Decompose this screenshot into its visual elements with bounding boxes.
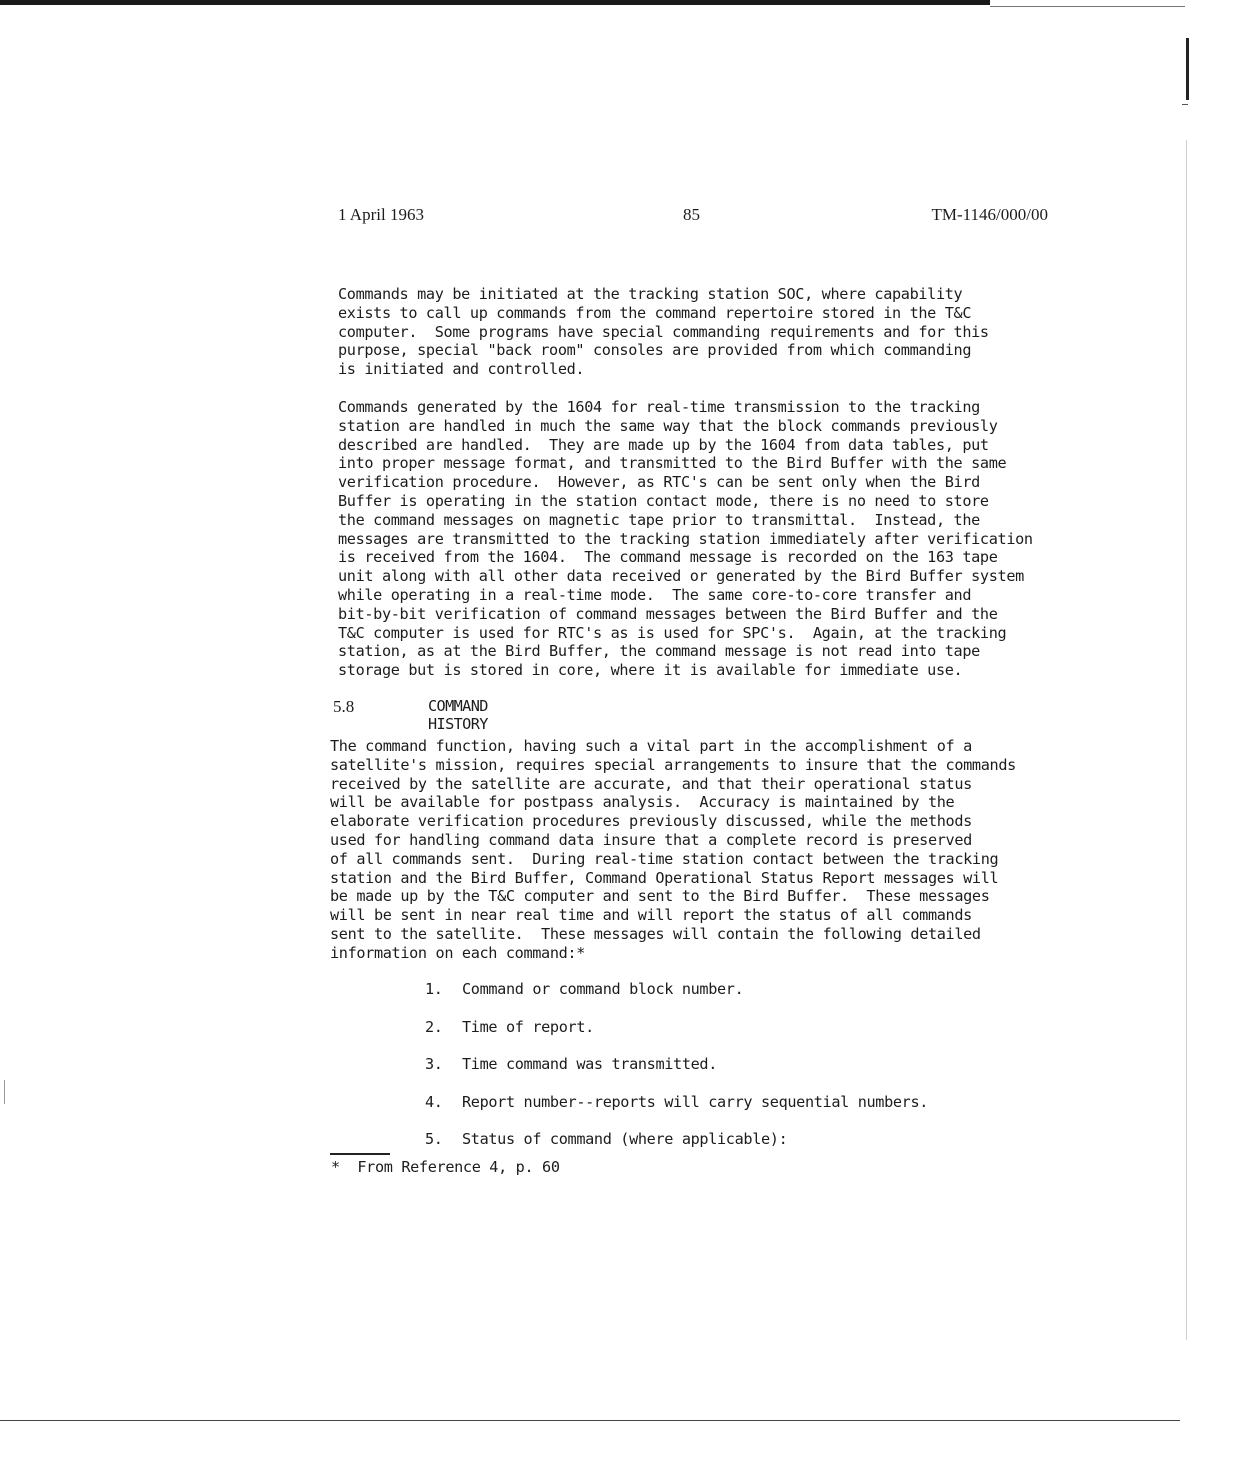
scan-edge-top — [0, 0, 990, 5]
scan-edge-right-faint — [1186, 140, 1187, 1340]
footnote-rule — [330, 1153, 390, 1155]
header-document-id: TM-1146/000/00 — [931, 205, 1048, 224]
section-title: COMMAND HISTORY — [428, 697, 488, 733]
scan-edge-right — [1186, 38, 1189, 100]
list-item-number: 4. — [425, 1092, 443, 1111]
paragraph-rtc-commands: Commands generated by the 1604 for real-time transmission to the tracking station are handled in much the same way that the block commands previously described are handled. They are made up by the 1604 from data tables, put into proper message format, and transmitted to the Bird Buffer with the same verification procedure. However, as RTC's can be sent only when the Bird Buffer is operating in the station contact mode, there is no need to store the command messages on magnetic tape prior to transmittal. Instead, the messages are transmitted to the tracking station immediately after verification is received from the 1604. The command message is recorded on the 163 tape unit along with all other data received or generated by the Bird Buffer system while operating in a real-time mode. The same core-to-core transfer and bit-by-bit verification of command messages between the Bird Buffer and the T&C computer is used for RTC's as is used for SPC's. Again, at the tracking station, as at the Bird Buffer, the command message is not read into tape storage but is stored in core, where it is available for immediate use. — [338, 398, 1033, 680]
scan-edge-top-thin — [990, 6, 1185, 7]
list-item-text: Time of report. — [462, 1017, 594, 1036]
scan-edge-right-tick — [1182, 104, 1188, 105]
page-header — [338, 205, 1048, 231]
header-page-number: 85 — [683, 205, 700, 224]
scan-edge-left — [4, 1080, 5, 1104]
footnote: * From Reference 4, p. 60 — [331, 1158, 560, 1176]
header-date: 1 April 1963 — [338, 205, 424, 224]
list-item-text: Time command was transmitted. — [462, 1055, 718, 1073]
paragraph-command-history: The command function, having such a vital part in the accomplishment of a satellite's mission, requires special arrangements to insure that the commands received by the satellite are accurate, and that their operational status will be available for postpass analysis. Accuracy is maintained by the elaborate verification procedures previously discussed, while the methods used for handling command data insure that a complete record is preserved of all commands sent. During real-time station contact between the tracking station and the Bird Buffer, Command Operational Status Report messages will be made up by the T&C computer and sent to the Bird Buffer. These messages will be sent in near real time and will report the status of all commands sent to the satellite. These messages will contain the following detailed information on each command:* — [330, 737, 1016, 962]
list-item-number: 5. — [425, 1130, 443, 1148]
list-item-number: 1. — [425, 980, 443, 998]
section-number: 5.8 — [333, 697, 355, 716]
list-item-text: Report number--reports will carry sequential numbers. — [462, 1092, 929, 1111]
list-item-number: 3. — [425, 1055, 443, 1073]
scan-edge-bottom — [0, 1420, 1180, 1421]
list-item-text: Command or command block number. — [462, 980, 744, 998]
list-item-number: 2. — [425, 1017, 443, 1036]
paragraph-soc-commands: Commands may be initiated at the tracking station SOC, where capability exists to call up commands from the command repertoire stored in the T&C computer. Some programs have special commanding requirements and for this purpose, special "back room" consoles are provided from which commanding is initiated and controlled. — [338, 285, 989, 379]
list-item-text: Status of command (where applicable): — [462, 1130, 788, 1148]
